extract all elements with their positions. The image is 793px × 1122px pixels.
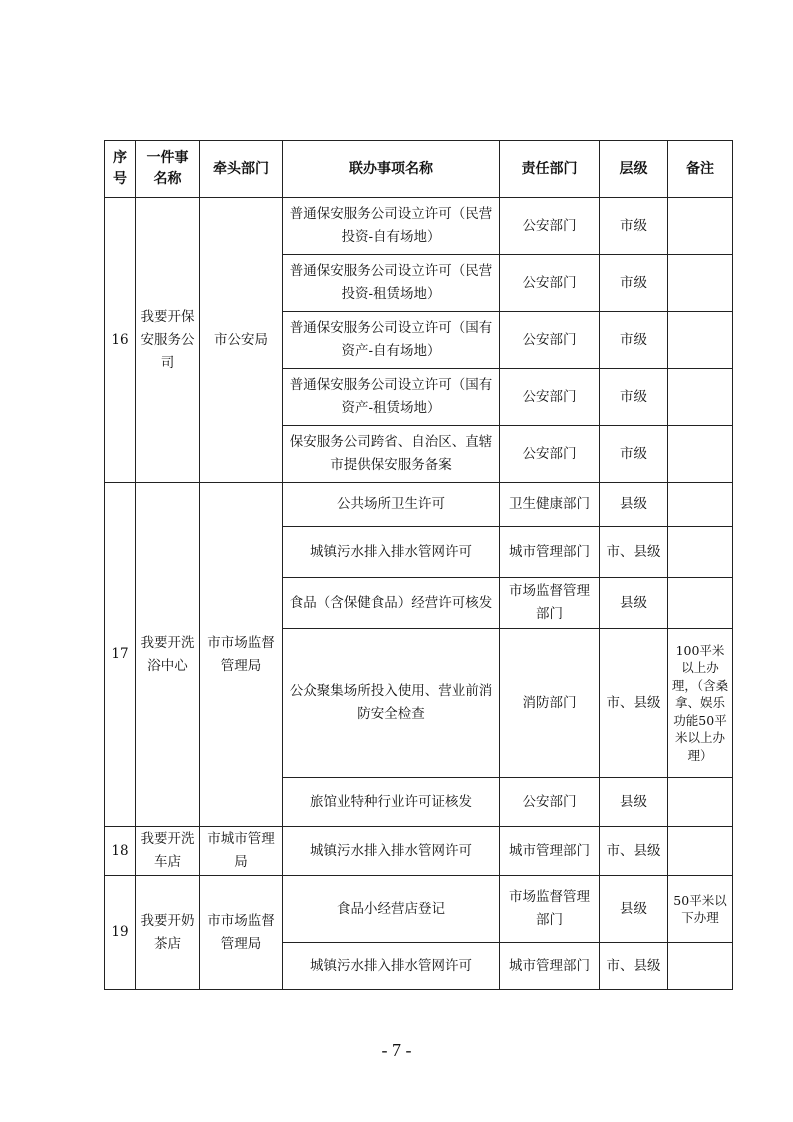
level: 县级 bbox=[600, 483, 668, 527]
joint-item: 旅馆业特种行业许可证核发 bbox=[283, 778, 500, 827]
note: 100平米以上办理，（含桑拿、娱乐功能50平米以上办理） bbox=[668, 629, 733, 778]
joint-item: 城镇污水排入排水管网许可 bbox=[283, 827, 500, 876]
responsible-dept: 公安部门 bbox=[500, 778, 600, 827]
joint-item: 城镇污水排入排水管网许可 bbox=[283, 527, 500, 578]
responsible-dept: 公安部门 bbox=[500, 198, 600, 255]
note bbox=[668, 778, 733, 827]
table-row bbox=[105, 483, 733, 527]
lead-department: 市公安局 bbox=[200, 198, 283, 483]
level: 市级 bbox=[600, 312, 668, 369]
lead-department: 市市场监督管理局 bbox=[200, 483, 283, 827]
responsible-dept: 消防部门 bbox=[500, 629, 600, 778]
level: 县级 bbox=[600, 578, 668, 629]
note bbox=[668, 426, 733, 483]
page-number: - 7 - bbox=[381, 1040, 412, 1060]
responsible-dept: 公安部门 bbox=[500, 369, 600, 426]
header-row bbox=[105, 141, 733, 198]
row-number: 18 bbox=[105, 827, 136, 876]
row-number: 16 bbox=[105, 198, 136, 483]
row-number: 19 bbox=[105, 876, 136, 990]
table-row bbox=[105, 827, 733, 876]
lead-department: 市市场监督管理局 bbox=[200, 876, 283, 990]
responsible-dept: 公安部门 bbox=[500, 426, 600, 483]
header-lead: 牵头部门 bbox=[200, 141, 283, 198]
level: 市级 bbox=[600, 426, 668, 483]
table-row bbox=[105, 198, 733, 255]
joint-item: 食品小经营店登记 bbox=[283, 876, 500, 943]
joint-item: 普通保安服务公司设立许可（民营投资-租赁场地） bbox=[283, 255, 500, 312]
joint-item: 普通保安服务公司设立许可（国有资产-租赁场地） bbox=[283, 369, 500, 426]
level: 市级 bbox=[600, 255, 668, 312]
level: 市、县级 bbox=[600, 527, 668, 578]
note bbox=[668, 943, 733, 990]
joint-item: 食品（含保健食品）经营许可核发 bbox=[283, 578, 500, 629]
responsible-dept: 城市管理部门 bbox=[500, 827, 600, 876]
note bbox=[668, 312, 733, 369]
responsible-dept: 市场监督管理部门 bbox=[500, 578, 600, 629]
responsible-dept: 市场监督管理部门 bbox=[500, 876, 600, 943]
note bbox=[668, 827, 733, 876]
joint-item: 普通保安服务公司设立许可（国有资产-自有场地） bbox=[283, 312, 500, 369]
responsible-dept: 城市管理部门 bbox=[500, 943, 600, 990]
responsible-dept: 公安部门 bbox=[500, 255, 600, 312]
joint-item: 保安服务公司跨省、自治区、直辖市提供保安服务备案 bbox=[283, 426, 500, 483]
responsible-dept: 卫生健康部门 bbox=[500, 483, 600, 527]
header-dept: 责任部门 bbox=[500, 141, 600, 198]
note: 50平米以下办理 bbox=[668, 876, 733, 943]
responsible-dept: 城市管理部门 bbox=[500, 527, 600, 578]
level: 县级 bbox=[600, 876, 668, 943]
table-body bbox=[105, 198, 733, 990]
level: 市级 bbox=[600, 369, 668, 426]
note bbox=[668, 527, 733, 578]
note bbox=[668, 369, 733, 426]
joint-item: 城镇污水排入排水管网许可 bbox=[283, 943, 500, 990]
table-row bbox=[105, 876, 733, 943]
table-header bbox=[105, 141, 733, 198]
row-number: 17 bbox=[105, 483, 136, 827]
joint-item: 公众聚集场所投入使用、营业前消防安全检查 bbox=[283, 629, 500, 778]
matter-name: 我要开洗浴中心 bbox=[136, 483, 200, 827]
level: 市、县级 bbox=[600, 629, 668, 778]
note bbox=[668, 578, 733, 629]
matters-table bbox=[104, 140, 733, 990]
header-item: 联办事项名称 bbox=[283, 141, 500, 198]
header-note: 备注 bbox=[668, 141, 733, 198]
note bbox=[668, 483, 733, 527]
header-no: 序号 bbox=[105, 141, 136, 198]
level: 市、县级 bbox=[600, 943, 668, 990]
note bbox=[668, 255, 733, 312]
lead-department: 市城市管理局 bbox=[200, 827, 283, 876]
header-name: 一件事名称 bbox=[136, 141, 200, 198]
matter-name: 我要开奶茶店 bbox=[136, 876, 200, 990]
header-level: 层级 bbox=[600, 141, 668, 198]
joint-item: 公共场所卫生许可 bbox=[283, 483, 500, 527]
level: 县级 bbox=[600, 778, 668, 827]
matter-name: 我要开洗车店 bbox=[136, 827, 200, 876]
matter-name: 我要开保安服务公司 bbox=[136, 198, 200, 483]
joint-item: 普通保安服务公司设立许可（民营投资-自有场地） bbox=[283, 198, 500, 255]
level: 市、县级 bbox=[600, 827, 668, 876]
note bbox=[668, 198, 733, 255]
responsible-dept: 公安部门 bbox=[500, 312, 600, 369]
level: 市级 bbox=[600, 198, 668, 255]
